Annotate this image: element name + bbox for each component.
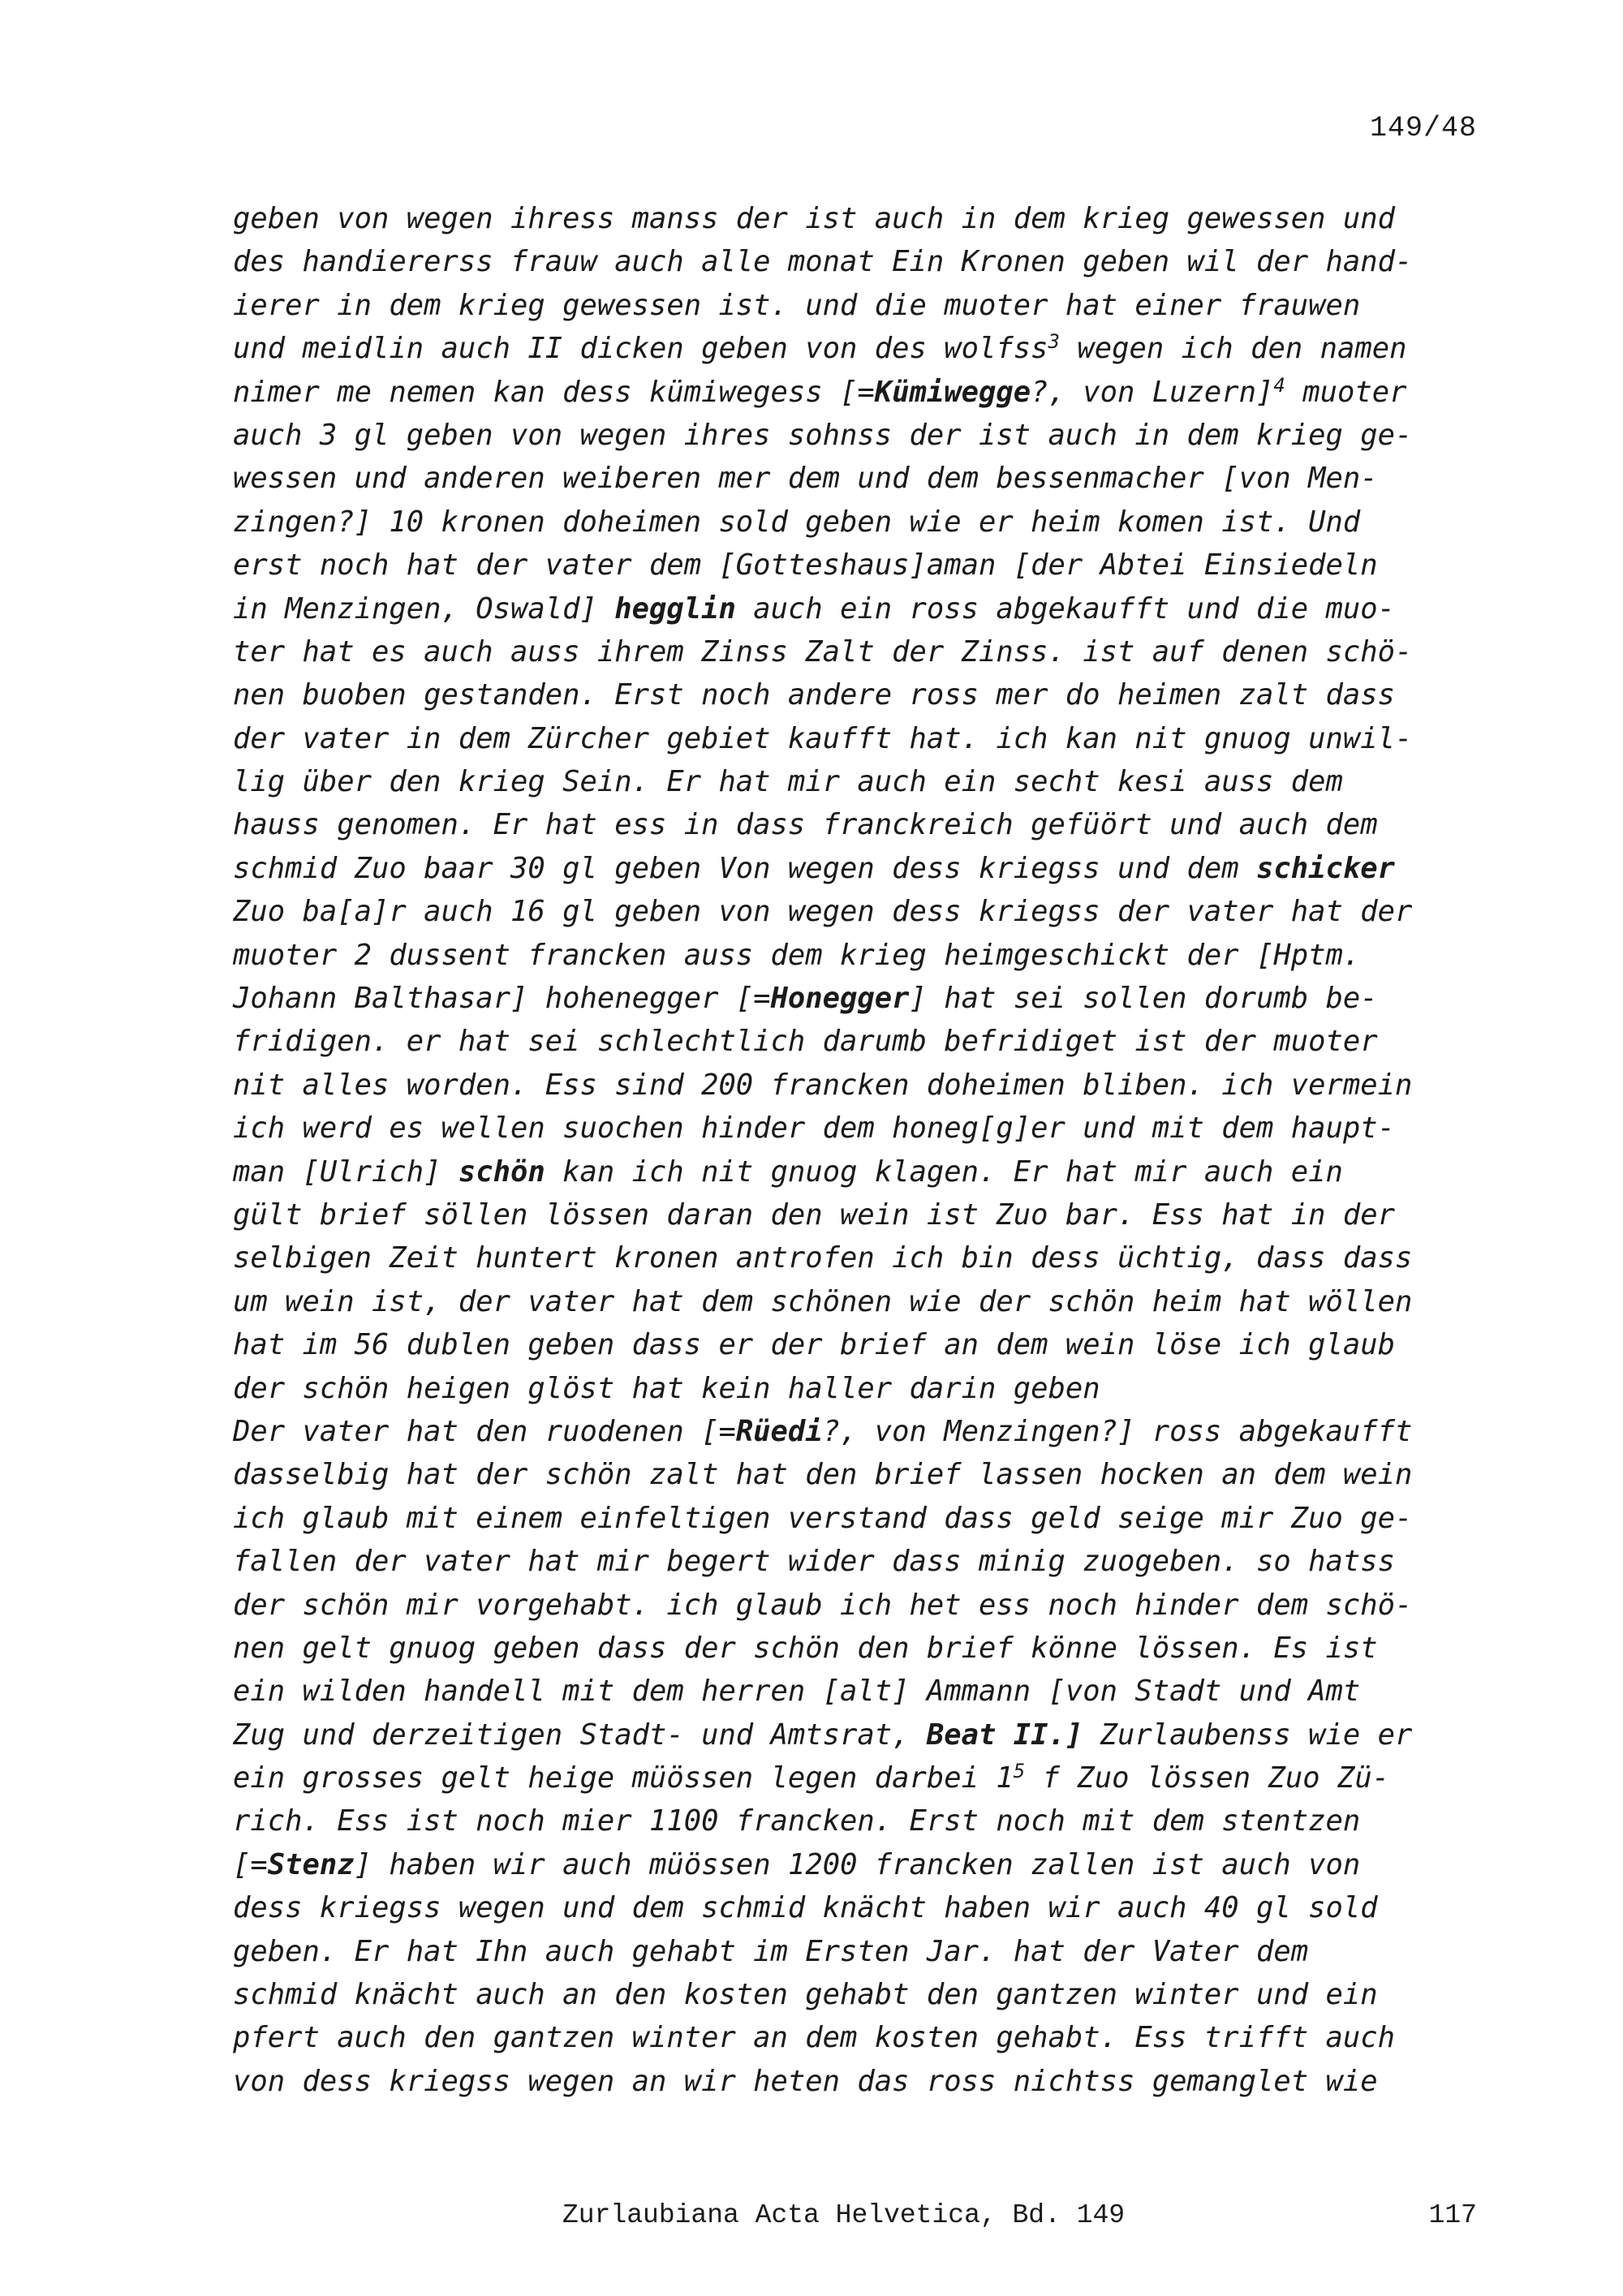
text-segment: kan ich nit gnuog klagen. Er hat mir auch ein (545, 1154, 1343, 1189)
text-segment: nit alles worden. Ess sind 200 francken doheimen bliben. ich vermein (233, 1068, 1413, 1102)
text-line (233, 1064, 1499, 1107)
text-segment: ierer in dem krieg gewessen ist. und die muoter hat einer frauwen (233, 288, 1361, 322)
text-line (233, 2060, 1499, 2103)
text-line (233, 1323, 1499, 1366)
text-line (233, 1107, 1499, 1150)
bold-name: Beat II.] (926, 1718, 1083, 1752)
text-line (233, 1280, 1499, 1323)
text-line (233, 240, 1499, 283)
text-line (233, 1497, 1499, 1540)
text-line (233, 2016, 1499, 2059)
text-segment: Der vater hat den ruodenen [= (233, 1414, 736, 1448)
text-line (233, 1236, 1499, 1279)
text-segment: schmid Zuo baar 30 gl geben Von wegen dess kriegss und dem (233, 851, 1256, 885)
text-segment: nen buoben gestanden. Erst noch andere ross mer do heimen zalt dass (233, 678, 1395, 712)
text-segment: Johann Balthasar] hohenegger [= (233, 982, 771, 1016)
text-segment: hauss genomen. Er hat ess in dass franckreich gefüört und auch dem (233, 808, 1378, 842)
text-segment: ter hat es auch auss ihrem Zinss Zalt der Zinss. ist auf denen schö- (233, 634, 1413, 669)
text-line (233, 1367, 1499, 1410)
text-line (233, 847, 1499, 890)
text-segment: f Zuo lössen Zuo Zü- (1025, 1761, 1390, 1795)
text-line (233, 1799, 1499, 1842)
text-line (233, 1756, 1499, 1799)
text-line (233, 1886, 1499, 1929)
text-line (233, 544, 1499, 587)
text-line (233, 587, 1499, 630)
text-segment: fridigen. er hat sei schlechtlich darumb befridiget ist der muoter (233, 1025, 1378, 1059)
footnote-marker: 5 (1013, 1760, 1026, 1783)
header-page-reference: 149/48 (1369, 112, 1477, 144)
text-line (233, 1670, 1499, 1713)
text-segment: zingen?] 10 kronen doheimen sold geben wie er heim komen ist. Und (233, 505, 1361, 539)
footer-page-number: 117 (1428, 2200, 1477, 2230)
text-segment: um wein ist, der vater hat dem schönen wie der schön heim hat wöllen (233, 1284, 1413, 1318)
text-line (233, 1453, 1499, 1496)
text-line (233, 1150, 1499, 1193)
text-segment: schmid knächt auch an den kosten gehabt den gantzen winter und ein (233, 1978, 1378, 2012)
text-segment: wessen und anderen weiberen mer dem und dem bessenmacher [von Men- (233, 462, 1378, 496)
text-line (233, 673, 1499, 716)
text-segment: geben. Er hat Ihn auch gehabt im Ersten Jar. hat der Vater dem (233, 1934, 1309, 1968)
bold-name: Honegger (770, 982, 910, 1016)
text-line (233, 1973, 1499, 2016)
text-line (233, 327, 1499, 370)
text-line (233, 197, 1499, 240)
text-segment: muoter (1285, 375, 1407, 409)
text-segment: geben von wegen ihress manss der ist auch in dem krieg gewessen und (233, 202, 1395, 235)
text-segment: selbigen Zeit huntert kronen antrofen ich bin dess üchtig, dass dass (233, 1241, 1413, 1275)
bold-name: Kümiwegge (874, 375, 1031, 409)
text-segment: ein wilden handell mit dem herren [alt] Ammann [von Stadt und Amt (233, 1675, 1361, 1709)
text-line (233, 630, 1499, 673)
text-segment: der schön heigen glöst hat kein haller darin geben (233, 1371, 1100, 1405)
text-line (233, 1540, 1499, 1583)
text-segment: erst noch hat der vater dem [Gotteshaus]aman [der Abtei Einsiedeln (233, 548, 1378, 583)
text-line (233, 1410, 1499, 1453)
footnote-marker: 4 (1273, 373, 1285, 397)
text-segment: pfert auch den gantzen winter an dem kosten gehabt. Ess trifft auch (233, 2021, 1395, 2055)
text-line (233, 977, 1499, 1020)
text-segment: ?, von Menzingen?] ross abgekaufft (822, 1414, 1413, 1448)
text-segment: dasselbig hat der schön zalt hat den brief lassen hocken an dem wein (233, 1458, 1413, 1492)
text-line (233, 1713, 1499, 1756)
text-line (233, 760, 1499, 803)
bold-name: schicker (1256, 851, 1395, 885)
text-segment: auch ein ross abgekaufft und die muo- (735, 591, 1395, 626)
text-line (233, 457, 1499, 500)
text-segment: und meidlin auch II dicken geben von des wolfss (233, 332, 1048, 366)
bold-name: Stenz (267, 1847, 355, 1881)
text-line (233, 1020, 1499, 1063)
text-segment: auch 3 gl geben von wegen ihres sohnss der ist auch in dem krieg ge- (233, 418, 1413, 452)
text-line (233, 371, 1499, 414)
text-line (233, 414, 1499, 457)
text-segment: ] hat sei sollen dorumb be- (909, 982, 1378, 1016)
text-line (233, 934, 1499, 977)
text-segment: hat im 56 dublen geben dass er der brief an dem wein löse ich glaub (233, 1328, 1395, 1362)
text-line (233, 717, 1499, 760)
text-segment: lig über den krieg Sein. Er hat mir auch ein secht kesi auss dem (233, 765, 1343, 799)
text-line (233, 1930, 1499, 1973)
text-segment: [= (233, 1847, 268, 1881)
bold-name: hegglin (614, 591, 736, 626)
text-line (233, 1627, 1499, 1670)
text-line (233, 890, 1499, 933)
bold-name: Rüedi (735, 1414, 823, 1448)
text-segment: man [Ulrich] (233, 1154, 458, 1189)
text-line (233, 284, 1499, 327)
bold-name: schön (458, 1154, 545, 1189)
text-segment: von dess kriegss wegen an wir heten das ross nichtss gemanglet wie (233, 2064, 1378, 2098)
text-segment: nen gelt gnuog geben dass der schön den brief könne lössen. Es ist (233, 1631, 1378, 1665)
text-line (233, 1193, 1499, 1236)
text-segment: ?, von Luzern] (1031, 375, 1274, 409)
text-line (233, 803, 1499, 846)
text-line (233, 1584, 1499, 1627)
text-segment: Zurlaubenss wie er (1083, 1718, 1413, 1752)
footnote-marker: 3 (1048, 330, 1060, 354)
text-segment: ein grosses gelt heige müössen legen darbei 1 (233, 1761, 1014, 1795)
footer-citation: Zurlaubiana Acta Helvetica, Bd. 149 (562, 2200, 1126, 2230)
transcription-body (233, 197, 1499, 2103)
text-segment: muoter 2 dussent francken auss dem krieg heimgeschickt der [Hptm. (233, 938, 1361, 972)
text-segment: ich glaub mit einem einfeltigen verstand dass geld seige mir Zuo ge- (233, 1501, 1413, 1535)
text-segment: nimer me nemen kan dess kümiwegess [= (233, 375, 875, 409)
text-segment: wegen ich den namen (1059, 332, 1407, 366)
text-segment: gült brief söllen lössen daran den wein ist Zuo bar. Ess hat in der (233, 1197, 1395, 1232)
text-segment: Zuo ba[a]r auch 16 gl geben von wegen dess kriegss der vater hat der (233, 895, 1413, 929)
text-segment: des handiererss frauw auch alle monat Ein Kronen geben wil der hand- (233, 245, 1413, 279)
text-segment: rich. Ess ist noch mier 1100 francken. Erst noch mit dem stentzen (233, 1804, 1361, 1838)
text-segment: in Menzingen, Oswald] (233, 591, 615, 626)
text-segment: der vater in dem Zürcher gebiet kaufft hat. ich kan nit gnuog unwil- (233, 721, 1413, 755)
text-segment: der schön mir vorgehabt. ich glaub ich het ess noch hinder dem schö- (233, 1588, 1413, 1622)
text-segment: ich werd es wellen suochen hinder dem honeg[g]er und mit dem haupt- (233, 1111, 1395, 1146)
text-line (233, 501, 1499, 544)
text-segment: Zug und derzeitigen Stadt- und Amtsrat, (233, 1718, 927, 1752)
text-segment: dess kriegss wegen und dem schmid knächt haben wir auch 40 gl sold (233, 1891, 1378, 1925)
text-line (233, 1843, 1499, 1886)
text-segment: ] haben wir auch müössen 1200 francken zallen ist auch von (354, 1847, 1361, 1881)
text-segment: fallen der vater hat mir begert wider dass minig zuogeben. so hatss (233, 1545, 1395, 1579)
